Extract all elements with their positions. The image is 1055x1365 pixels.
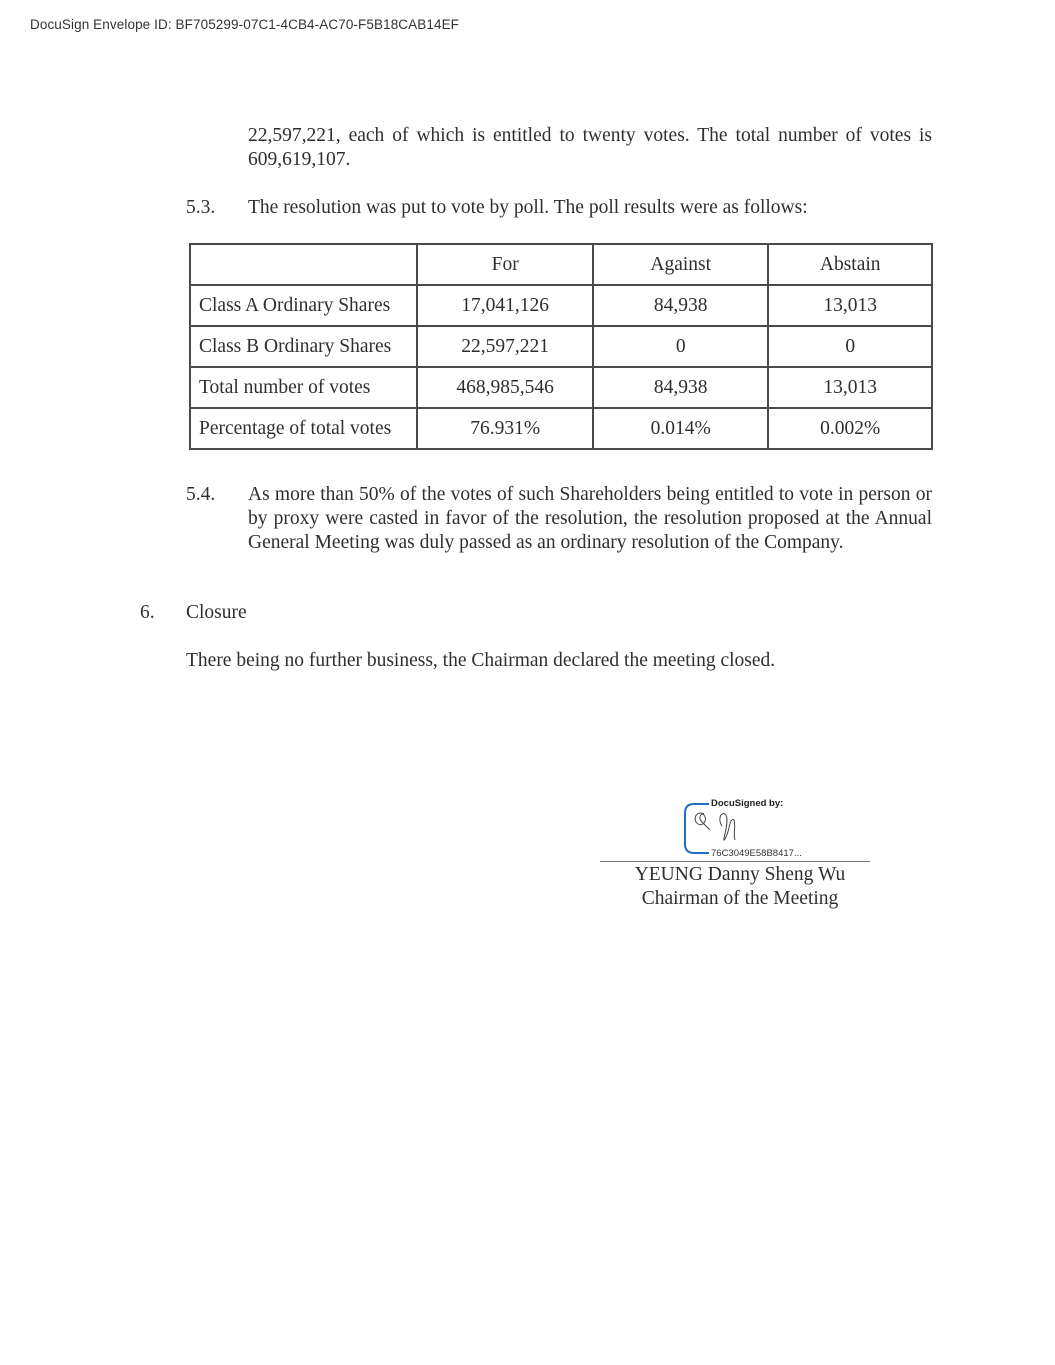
table-row: [190, 326, 932, 367]
table-row: [190, 367, 932, 408]
row-label: Percentage of total votes: [190, 408, 417, 449]
row-label: Class A Ordinary Shares: [190, 285, 417, 326]
poll-results-table: [189, 243, 933, 450]
table-cell: 0: [768, 326, 932, 367]
table-cell: 22,597,221: [417, 326, 593, 367]
table-cell: 76.931%: [417, 408, 593, 449]
section-title: Closure: [186, 602, 247, 623]
docusign-signature-block: [682, 798, 852, 860]
signer-title: Chairman of the Meeting: [641, 888, 839, 909]
table-cell: 468,985,546: [417, 367, 593, 408]
signature-id: 76C3049E58B8417...: [711, 848, 802, 859]
continuation-paragraph: 22,597,221, each of which is entitled to twenty votes. The total number of votes is 609,619,107.: [248, 125, 932, 170]
section-text: The resolution was put to vote by poll. The poll results were as follows:: [248, 197, 808, 218]
table-cell: 13,013: [768, 367, 932, 408]
table-header-row: [190, 244, 932, 285]
table-cell: 17,041,126: [417, 285, 593, 326]
table-cell: 0.002%: [768, 408, 932, 449]
table-cell: 0: [593, 326, 768, 367]
signer-name: YEUNG Danny Sheng Wu: [634, 864, 846, 885]
section-number: 5.4.: [186, 484, 216, 505]
table-row: [190, 285, 932, 326]
section-text: As more than 50% of the votes of such Shareholders being entitled to vote in person or by proxy were casted in favor of the resolution, the resolution proposed at the Annual General Meeting was duly passed as an ordinary resolution of the Company.: [248, 484, 932, 553]
table-header-cell: For: [417, 244, 593, 285]
table-header-cell: Against: [593, 244, 768, 285]
docusigned-by-label: DocuSigned by:: [711, 798, 784, 809]
row-label: Total number of votes: [190, 367, 417, 408]
table-header-cell: Abstain: [768, 244, 932, 285]
envelope-id: DocuSign Envelope ID: BF705299-07C1-4CB4-AC70-F5B18CAB14EF: [30, 17, 460, 32]
section-number: 5.3.: [186, 197, 216, 218]
section-number: 6.: [140, 602, 155, 623]
closing-statement: There being no further business, the Chairman declared the meeting closed.: [186, 650, 776, 671]
table-cell: 84,938: [593, 285, 768, 326]
table-cell: 0.014%: [593, 408, 768, 449]
signer-block: [580, 863, 900, 911]
table-row: [190, 408, 932, 449]
row-label: Class B Ordinary Shares: [190, 326, 417, 367]
table-cell: 13,013: [768, 285, 932, 326]
table-cell: 84,938: [593, 367, 768, 408]
table-header-cell: [190, 244, 417, 285]
signature-line: [600, 861, 870, 862]
